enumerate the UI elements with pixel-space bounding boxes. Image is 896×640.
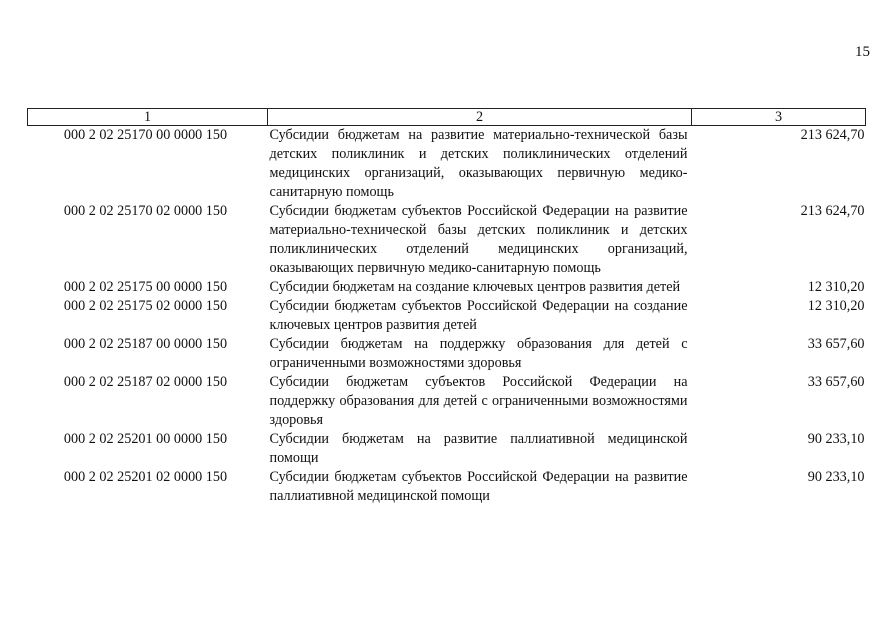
budget-code: 000 2 02 25175 02 0000 150 [63, 298, 228, 314]
budget-code: 000 2 02 25187 02 0000 150 [63, 374, 228, 390]
header-col-2: 2 [268, 109, 692, 126]
budget-item-name: Субсидии бюджетам на развитие паллиативной медицинской помощи [269, 431, 688, 466]
budget-item-name: Субсидии бюджетам на развитие материально-технической базы детских поликлиник и детских поликлинических отделений медицинских организаций, оказывающих первичную медико-санитарную помощь [269, 127, 688, 200]
budget-item-name: Субсидии бюджетам субъектов Российской Федерации на развитие паллиативной медицинской помощи [269, 469, 688, 504]
table-row [28, 202, 866, 278]
budget-code: 000 2 02 25170 00 0000 150 [63, 127, 228, 143]
table-row [28, 126, 866, 203]
budget-item-name: Субсидии бюджетам на создание ключевых центров развития детей [269, 279, 681, 295]
table-row [28, 430, 866, 468]
budget-amount: 12 310,20 [807, 279, 865, 295]
budget-amount: 12 310,20 [807, 298, 865, 314]
budget-item-name: Субсидии бюджетам субъектов Российской Федерации на развитие материально-технической базы детских поликлиник и детских поликлинических отделений медицинских организаций, оказывающих первичную медико-санитарную помощь [269, 203, 688, 276]
budget-amount: 213 624,70 [800, 127, 865, 143]
budget-code: 000 2 02 25170 02 0000 150 [63, 203, 228, 219]
table-row [28, 278, 866, 297]
budget-amount: 213 624,70 [800, 203, 865, 219]
budget-item-name: Субсидии бюджетам субъектов Российской Федерации на поддержку образования для детей с ограниченными возможностями здоровья [269, 374, 688, 428]
table-header-row [28, 109, 866, 126]
table-row [28, 373, 866, 430]
budget-code: 000 2 02 25187 00 0000 150 [63, 336, 228, 352]
budget-amount: 90 233,10 [807, 431, 865, 447]
table-row [28, 297, 866, 335]
header-col-1: 1 [28, 109, 268, 126]
budget-code: 000 2 02 25201 00 0000 150 [63, 431, 228, 447]
budget-code: 000 2 02 25175 00 0000 150 [63, 279, 228, 295]
budget-amount: 90 233,10 [807, 469, 865, 485]
budget-amount: 33 657,60 [807, 336, 865, 352]
budget-code: 000 2 02 25201 02 0000 150 [63, 469, 228, 485]
budget-amount: 33 657,60 [807, 374, 865, 390]
budget-item-name: Субсидии бюджетам на поддержку образования для детей с ограниченными возможностями здоровья [269, 336, 688, 371]
header-col-3: 3 [692, 109, 866, 126]
budget-table [27, 108, 866, 506]
table-row [28, 468, 866, 506]
page-number: 15 [855, 44, 870, 60]
budget-item-name: Субсидии бюджетам субъектов Российской Федерации на создание ключевых центров развития детей [269, 298, 688, 333]
table-row [28, 335, 866, 373]
